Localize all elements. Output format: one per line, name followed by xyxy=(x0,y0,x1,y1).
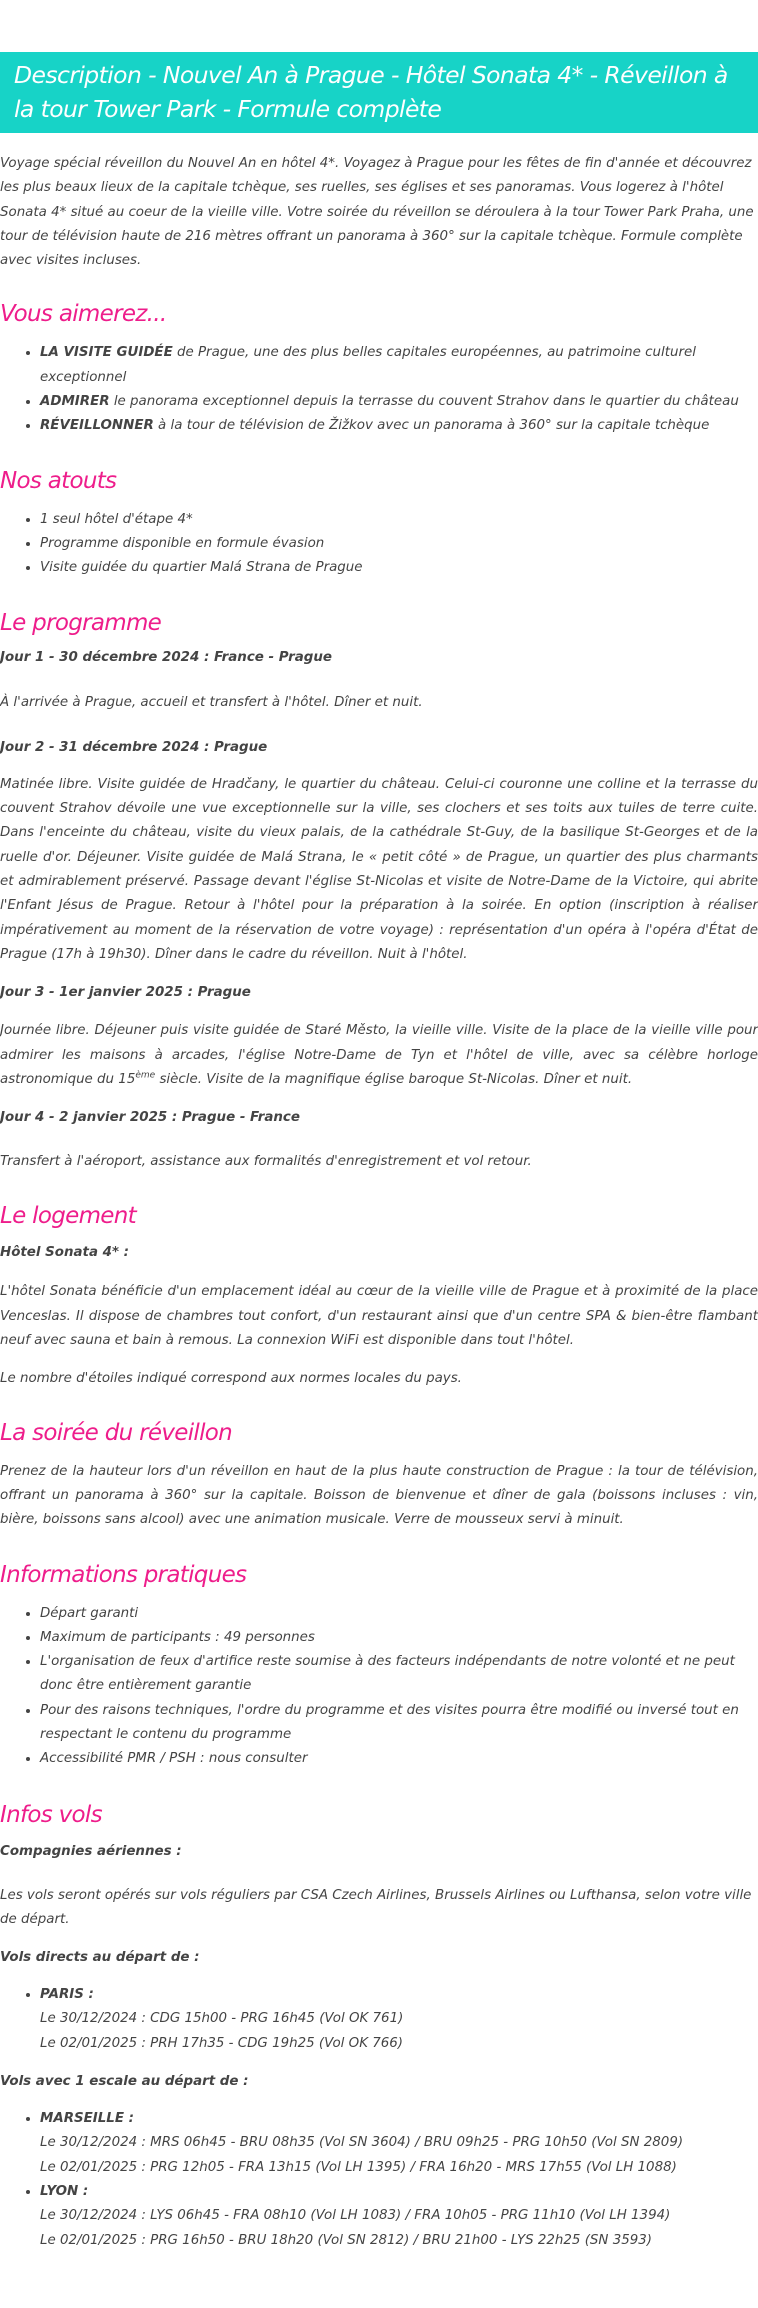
list-item: • Maximum de participants : 49 personnes xyxy=(40,1626,758,1650)
day-text xyxy=(0,1019,758,1092)
page xyxy=(0,52,758,2253)
day-title: Jour 2 - 31 décembre 2024 : Prague xyxy=(0,739,268,755)
list-item xyxy=(40,341,758,390)
flight-city-item xyxy=(40,2180,758,2253)
stars-note: Le nombre d'étoiles indiqué correspond aux normes locales du pays. xyxy=(0,1371,462,1387)
list-item: • Départ garanti xyxy=(40,1602,758,1626)
day-text: Matinée libre. Visite guidée de Hradčany, le quartier du château. Celui-ci couronne une colline et la terrasse du couvent Strahov dévoile une vue exceptionnelle sur la ville, ses clochers et ses toits aux tuiles de terre cuite. Dans l'enceinte du château, visite du vieux palais, de la cathédrale St-Guy, de la basilique St-Georges et de la ruelle d'or. Déjeuner. Visite guidée de Malá Strana, le « petit côté » de Prague, un quartier des plus charmants et admirablement préservé. Passage devant l'église St-Nicolas et visite de Notre-Dame de la Victoire, qui abrite l'Enfant Jésus de Prague. Retour à l'hôtel pour la préparation à la soirée. En option (inscription à réaliser impérativement au moment de la réservation de votre voyage) : représentation d'un opéra à l'opéra d'État de Prague (17h à 19h30). Dîner dans le cadre du réveillon. Nuit à l'hôtel. xyxy=(0,776,758,962)
list-item: • Pour des raisons techniques, l'ordre du programme et des visites pourra être modifié ou inversé tout en respectant le contenu du programme xyxy=(40,1699,758,1748)
flight-line: Le 02/01/2025 : PRG 12h05 - FRA 13h15 (Vol LH 1395) / FRA 16h20 - MRS 17h55 (Vol LH 1088) xyxy=(40,2159,677,2175)
list-item xyxy=(40,390,758,414)
flight-city-item xyxy=(40,1983,758,2056)
list-item-bold: RÉVEILLONNER xyxy=(40,418,154,434)
flight-city-item xyxy=(40,2107,758,2180)
list-item: • Visite guidée du quartier Malá Strana de Prague xyxy=(40,556,758,580)
section-heading-vols: Infos vols xyxy=(0,1801,102,1828)
list-item-text: de Prague, une des plus belles capitales européennes, au patrimoine culturel exceptionnel xyxy=(40,345,696,385)
list-item-text: à la tour de télévision de Žižkov avec un panorama à 360° sur la capitale tchèque xyxy=(153,418,710,434)
compagnies-label: Compagnies aériennes : xyxy=(0,1843,182,1859)
soiree-text: Prenez de la hauteur lors d'un réveillon en haut de la plus haute construction de Prague : la tour de télévision, offrant un panorama à 360° sur la capitale. Boisson de bienvenue et dîner de gala (boissons incluses : vin, bière, boissons sans alcool) avec une animation musicale. Verre de mousseux servi à minuit. xyxy=(0,1463,758,1528)
infos-list xyxy=(0,1602,758,1772)
compagnies-text: Les vols seront opérés sur vols réguliers par CSA Czech Airlines, Brussels Airlines ou Lufthansa, selon votre ville de départ. xyxy=(0,1887,752,1927)
day-title: Jour 3 - 1er janvier 2025 : Prague xyxy=(0,985,251,1001)
day-title: Jour 4 - 2 janvier 2025 : Prague - France xyxy=(0,1110,300,1126)
list-item-bold: ADMIRER xyxy=(40,394,110,410)
day-text-part: siècle. Visite de la magnifique église baroque St-Nicolas. Dîner et nuit. xyxy=(155,1071,633,1087)
section-heading-vous-aimerez: Vous aimerez... xyxy=(0,301,167,328)
escale-list xyxy=(0,2107,758,2253)
day-text: À l'arrivée à Prague, accueil et transfert à l'hôtel. Dîner et nuit. xyxy=(0,694,423,710)
flight-city: MARSEILLE : xyxy=(40,2111,135,2127)
flight-line: Le 30/12/2024 : MRS 06h45 - BRU 08h35 (Vol SN 3604) / BRU 09h25 - PRG 10h50 (Vol SN 2809) xyxy=(40,2135,684,2151)
directs-label: Vols directs au départ de : xyxy=(0,1950,200,1966)
section-heading-infos: Informations pratiques xyxy=(0,1561,247,1588)
list-item: • Programme disponible en formule évasion xyxy=(40,532,758,556)
flight-city: LYON : xyxy=(40,2183,89,2199)
section-heading-programme: Le programme xyxy=(0,609,162,636)
flight-line: Le 30/12/2024 : CDG 15h00 - PRG 16h45 (Vol OK 761) xyxy=(40,2011,404,2027)
vous-aimerez-list xyxy=(0,341,758,438)
list-item: • 1 seul hôtel d'étape 4* xyxy=(40,508,758,532)
list-item xyxy=(40,414,758,438)
flight-line: Le 02/01/2025 : PRH 17h35 - CDG 19h25 (Vol OK 766) xyxy=(40,2035,404,2051)
flight-line: Le 02/01/2025 : PRG 16h50 - BRU 18h20 (Vol SN 2812) / BRU 21h00 - LYS 22h25 (SN 3593) xyxy=(40,2232,653,2248)
page-title: Description - Nouvel An à Prague - Hôtel Sonata 4* - Réveillon à la tour Tower Park - Formule complète xyxy=(14,61,728,123)
list-item-bold: LA VISITE GUIDÉE xyxy=(40,345,173,361)
list-item: • Accessibilité PMR / PSH : nous consulter xyxy=(40,1747,758,1771)
hotel-name: Hôtel Sonata 4* : xyxy=(0,1245,129,1261)
hotel-description: L'hôtel Sonata bénéficie d'un emplacement idéal au cœur de la vieille ville de Prague et à proximité de la place Venceslas. Il dispose de chambres tout confort, d'un restaurant ainsi que d'un centre SPA & bien-être flambant neuf avec sauna et bain à remous. La connexion WiFi est disponible dans tout l'hôtel. xyxy=(0,1284,758,1349)
flight-line: Le 30/12/2024 : LYS 06h45 - FRA 08h10 (Vol LH 1083) / FRA 10h05 - PRG 11h10 (Vol LH 1394) xyxy=(40,2208,671,2224)
escale-label: Vols avec 1 escale au départ de : xyxy=(0,2074,249,2090)
day-text: Transfert à l'aéroport, assistance aux formalités d'enregistrement et vol retour. xyxy=(0,1154,532,1170)
atouts-list xyxy=(0,508,758,581)
day-text-part: Journée libre. Déjeuner puis visite guidée de Staré Město, la vieille ville. Visite de la place de la vieille ville pour admirer les maisons à arcades, l'église Notre-Dame de Tyn et l'hôtel de ville, avec sa célèbre horloge astronomique du 15 xyxy=(0,1023,758,1087)
superscript: ème xyxy=(135,1070,156,1081)
day-title: Jour 1 - 30 décembre 2024 : France - Prague xyxy=(0,649,332,665)
section-heading-atouts: Nos atouts xyxy=(0,467,117,494)
flight-city: PARIS : xyxy=(40,1987,94,2003)
list-item: • L'organisation de feux d'artifice reste soumise à des facteurs indépendants de notre volonté et ne peut donc être entièrement garantie xyxy=(40,1650,758,1699)
title-banner xyxy=(0,52,758,133)
directs-list xyxy=(0,1983,758,2056)
intro-paragraph: Voyage spécial réveillon du Nouvel An en hôtel 4*. Voyagez à Prague pour les fêtes de fin d'année et découvrez les plus beaux lieux de la capitale tchèque, ses ruelles, ses églises et ses panoramas. Vous logerez à l'hôtel Sonata 4* situé au coeur de la vieille ville. Votre soirée du réveillon se déroulera à la tour Tower Park Praha, une tour de télévision haute de 216 mètres offrant un panorama à 360° sur la capitale tchèque. Formule complète avec visites incluses. xyxy=(0,156,754,269)
section-heading-soiree: La soirée du réveillon xyxy=(0,1419,233,1446)
list-item-text: le panorama exceptionnel depuis la terrasse du couvent Strahov dans le quartier du château xyxy=(109,394,739,410)
section-heading-logement: Le logement xyxy=(0,1203,136,1230)
